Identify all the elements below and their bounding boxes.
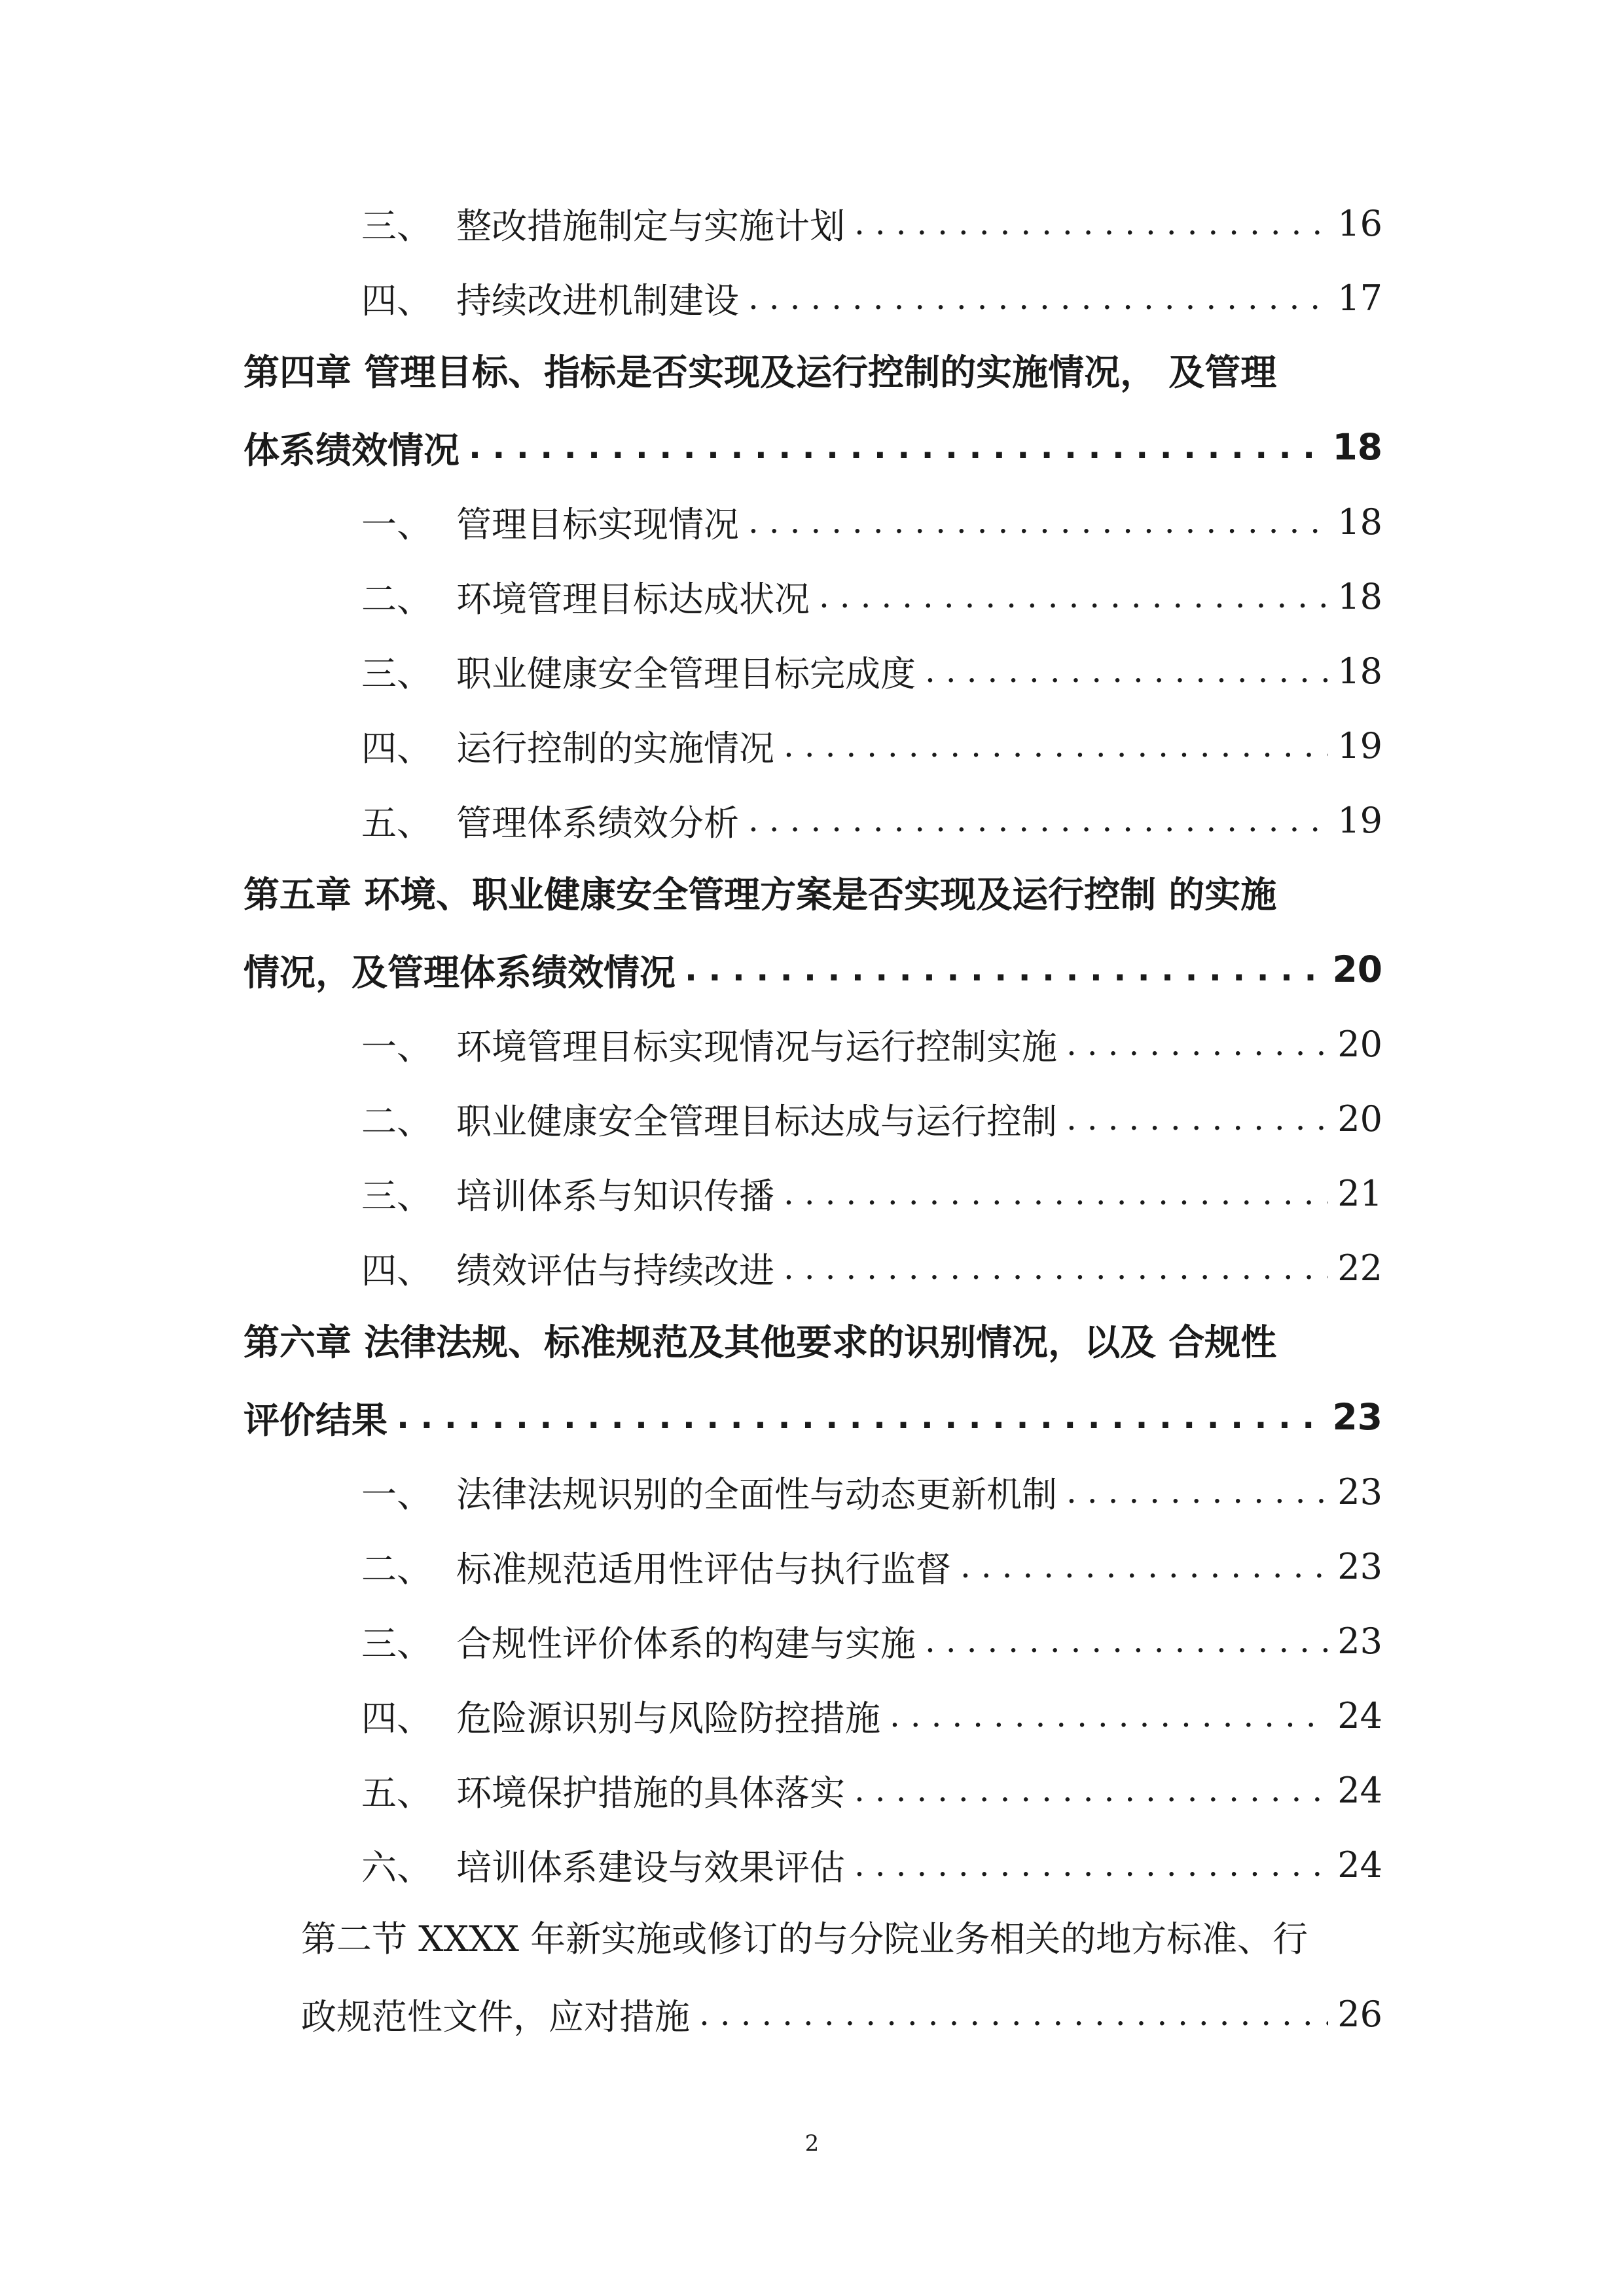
toc-entry-number: 三、 [361,653,432,694]
toc-entry-page: 20 [1337,1098,1382,1139]
toc-entry-number: 三、 [361,205,432,247]
dot-leader [784,1251,1328,1284]
toc-entry-page: 24 [1337,1695,1382,1736]
toc-entry-title: 管理体系绩效分析 [456,802,739,844]
dot-leader [854,1774,1328,1806]
toc-entry[interactable] [244,1156,1382,1230]
toc-chapter-heading-cont[interactable] [244,410,1382,484]
page-number: 2 [804,2130,820,2157]
toc-chapter-heading-cont[interactable] [244,1380,1382,1454]
toc-entry-number: 五、 [361,802,432,844]
toc-entry-page: 23 [1332,1396,1382,1438]
toc-entry-number: 二、 [361,1100,432,1142]
toc-heading-line2: 体系绩效情况 [244,429,460,471]
dot-leader [819,580,1328,613]
toc-entry[interactable] [244,1678,1382,1753]
toc-entry-page: 16 [1337,202,1382,244]
toc-entry[interactable] [244,1007,1382,1081]
toc-entry-page: 23 [1337,1471,1382,1513]
dot-leader [699,1998,1328,2030]
dot-leader [748,281,1328,314]
toc-heading-line2: 政规范性文件，应对措施 [301,1996,690,2037]
toc-entry[interactable] [244,634,1382,708]
toc-entry-title: 管理目标实现情况 [456,503,739,545]
toc-entry-title: 环境管理目标达成状况 [456,578,810,620]
toc-entry-title: 培训体系与知识传播 [456,1175,774,1217]
toc-entry-title: 整改措施制定与实施计划 [456,205,845,247]
dot-leader [685,953,1323,986]
toc-entry-number: 四、 [361,727,432,769]
toc-heading-line2: 情况，及管理体系绩效情况 [244,951,676,994]
toc-chapter-heading[interactable] [244,335,1382,410]
toc-entry-number: 六、 [361,1846,432,1888]
toc-entry[interactable] [244,783,1382,857]
toc-heading-line1: 第五章 环境、职业健康安全管理方案是否实现及运行控制 的实施 [244,874,1277,916]
dot-leader [890,1699,1328,1732]
dot-leader [469,431,1323,463]
dot-leader [925,655,1328,687]
dot-leader [1066,1475,1328,1508]
dot-leader [784,1177,1328,1210]
dot-leader [960,1550,1328,1583]
toc-entry-page: 23 [1337,1545,1382,1587]
toc-entry-page: 24 [1337,1769,1382,1811]
toc-entry-title: 环境管理目标实现情况与运行控制实施 [456,1026,1057,1067]
toc-entry[interactable] [244,1604,1382,1678]
dot-leader [1066,1028,1328,1060]
toc-section-heading-cont[interactable] [244,1977,1382,2051]
toc-entry-title: 绩效评估与持续改进 [456,1249,774,1291]
toc-entry-title: 持续改进机制建设 [456,279,739,321]
toc-chapter-heading[interactable] [244,1305,1382,1380]
toc-heading-line1: 第六章 法律法规、标准规范及其他要求的识别情况，以及 合规性 [244,1321,1277,1363]
toc-entry-page: 18 [1337,650,1382,692]
toc-entry-number: 四、 [361,279,432,321]
toc-chapter-heading[interactable] [244,857,1382,932]
dot-leader [854,1848,1328,1881]
toc-entry[interactable] [244,708,1382,783]
toc-entry-page: 17 [1337,277,1382,319]
toc-entry-title: 法律法规识别的全面性与动态更新机制 [456,1473,1057,1515]
toc-entry-number: 一、 [361,1026,432,1067]
toc-entry-page: 19 [1337,799,1382,841]
toc-entry-page: 21 [1337,1172,1382,1214]
dot-leader [925,1624,1328,1657]
toc-entry[interactable] [244,1081,1382,1156]
toc-entry-page: 23 [1337,1620,1382,1662]
dot-leader [784,729,1328,762]
toc-entry-number: 三、 [361,1623,432,1664]
toc-entry-number: 二、 [361,1548,432,1590]
toc-entry[interactable] [244,260,1382,335]
toc-entry-number: 四、 [361,1697,432,1739]
toc-entry-page: 18 [1337,575,1382,617]
toc-entry[interactable] [244,1827,1382,1902]
toc-entry[interactable] [244,1753,1382,1827]
toc-entry-page: 18 [1332,426,1382,468]
toc-entry-number: 一、 [361,503,432,545]
toc-entry-title: 环境保护措施的具体落实 [456,1772,845,1814]
toc-entry-number: 五、 [361,1772,432,1814]
toc-entry-number: 四、 [361,1249,432,1291]
dot-leader [748,505,1328,538]
toc-section-heading[interactable] [244,1902,1382,1977]
toc-heading-line1: 第四章 管理目标、指标是否实现及运行控制的实施情况， 及管理 [244,351,1277,393]
toc-entry-title: 职业健康安全管理目标完成度 [456,653,916,694]
toc-entry-title: 职业健康安全管理目标达成与运行控制 [456,1100,1057,1142]
toc-entry-title: 标准规范适用性评估与执行监督 [456,1548,951,1590]
toc-entry-title: 运行控制的实施情况 [456,727,774,769]
toc-entry-page: 26 [1337,1993,1382,2035]
toc-entry[interactable] [244,1529,1382,1604]
toc-entry-title: 培训体系建设与效果评估 [456,1846,845,1888]
dot-leader [1066,1102,1328,1135]
toc-entry-page: 22 [1337,1247,1382,1289]
dot-leader [748,804,1328,836]
toc-entry-page: 20 [1332,948,1382,990]
toc-heading-line2: 评价结果 [244,1399,388,1441]
dot-leader [854,207,1328,240]
toc-entry[interactable] [244,186,1382,260]
toc-entry[interactable] [244,484,1382,559]
toc-heading-line1: 第二节 XXXX 年新实施或修订的与分院业务相关的地方标准、行 [301,1918,1308,1960]
table-of-contents [244,186,1382,2051]
toc-entry[interactable] [244,559,1382,634]
toc-entry-page: 18 [1337,501,1382,543]
dot-leader [397,1401,1323,1433]
toc-entry[interactable] [244,1454,1382,1529]
toc-entry-title: 危险源识别与风险防控措施 [456,1697,880,1739]
toc-entry-number: 一、 [361,1473,432,1515]
toc-entry-page: 24 [1337,1844,1382,1886]
toc-entry-page: 19 [1337,725,1382,766]
toc-chapter-heading-cont[interactable] [244,932,1382,1007]
toc-entry-number: 三、 [361,1175,432,1217]
toc-entry[interactable] [244,1230,1382,1305]
toc-entry-number: 二、 [361,578,432,620]
toc-entry-title: 合规性评价体系的构建与实施 [456,1623,916,1664]
toc-entry-page: 20 [1337,1023,1382,1065]
